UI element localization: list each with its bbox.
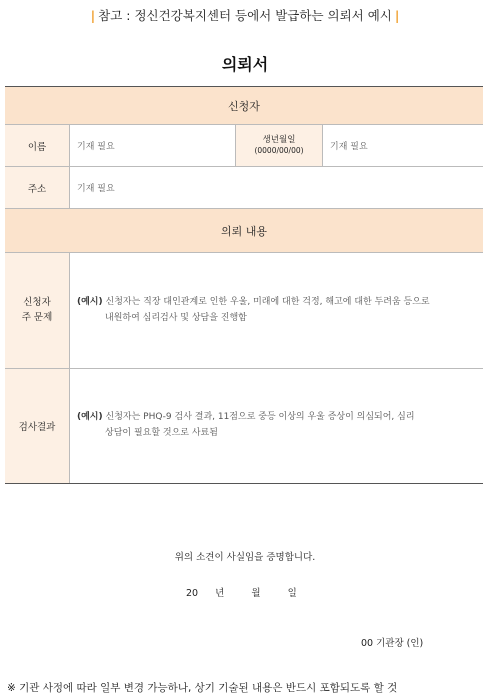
main-problem-prefix: (예시) bbox=[77, 296, 103, 307]
date-line bbox=[186, 585, 297, 599]
document-title: 의뢰서 bbox=[221, 55, 269, 74]
name-value: 기재 필요 bbox=[77, 142, 115, 152]
signer: 00 기관장 (인) bbox=[361, 638, 424, 649]
main-problem-line1 bbox=[77, 295, 430, 311]
date-day-unit: 일 bbox=[287, 588, 297, 599]
main-problem-label-line1: 신청자 bbox=[23, 297, 51, 309]
date-month-unit: 월 bbox=[251, 588, 261, 599]
main-problem-text-1: 신청자는 직장 대인관계로 인한 우울, 미래에 대한 걱정, 해고에 대한 두려움 등으로 bbox=[105, 296, 430, 307]
referral-form bbox=[5, 86, 483, 484]
applicant-section-header bbox=[5, 87, 483, 125]
main-problem-label bbox=[5, 253, 70, 368]
name-label: 이름 bbox=[5, 125, 70, 166]
address-label: 주소 bbox=[5, 167, 70, 208]
birthdate-format: (0000/00/00) bbox=[254, 146, 304, 156]
reference-note bbox=[0, 6, 490, 24]
applicant-section-label: 신청자 bbox=[228, 99, 260, 113]
main-problem-row bbox=[5, 253, 483, 369]
date-year-unit: 년 bbox=[215, 588, 225, 599]
birthdate-label-cell bbox=[235, 125, 323, 166]
test-result-line1 bbox=[77, 410, 415, 426]
main-problem-text-2: 내원하여 심리검사 및 상담을 진행함 bbox=[105, 312, 247, 323]
test-result-prefix: (예시) bbox=[77, 412, 103, 423]
test-result-label: 검사결과 bbox=[5, 369, 70, 483]
date-year: 20 bbox=[186, 588, 199, 599]
birthdate-value: 기재 필요 bbox=[330, 142, 368, 152]
referral-section-label: 의뢰 내용 bbox=[220, 224, 267, 238]
main-problem-label-line2: 주 문제 bbox=[21, 311, 53, 323]
test-result-content bbox=[70, 369, 483, 483]
main-problem-content bbox=[70, 253, 483, 368]
test-result-text-2: 상담이 필요할 것으로 사료됨 bbox=[105, 428, 218, 438]
address-value: 기재 필요 bbox=[77, 184, 115, 194]
address-row bbox=[5, 167, 483, 209]
accent-bar-left: | bbox=[90, 8, 96, 23]
birthdate-label: 생년월일 bbox=[262, 134, 296, 145]
accent-bar-right: | bbox=[394, 8, 400, 23]
referral-section-header bbox=[5, 209, 483, 253]
test-result-row bbox=[5, 369, 483, 483]
confirmation-statement: 위의 소견이 사실임을 증명합니다. bbox=[174, 552, 316, 563]
name-birthdate-row bbox=[5, 125, 483, 167]
test-result-text-1: 신청자는 PHQ-9 검사 결과, 11점으로 중등 이상의 우울 증상이 의심되어, 심리 bbox=[105, 412, 415, 423]
footnote: ※ 기관 사정에 따라 일부 변경 가능하나, 상기 기술된 내용은 반드시 포함되도록 할 것 bbox=[7, 682, 398, 694]
reference-note-text: 참고 : 정신건강복지센터 등에서 발급하는 의뢰서 예시 bbox=[98, 8, 392, 23]
